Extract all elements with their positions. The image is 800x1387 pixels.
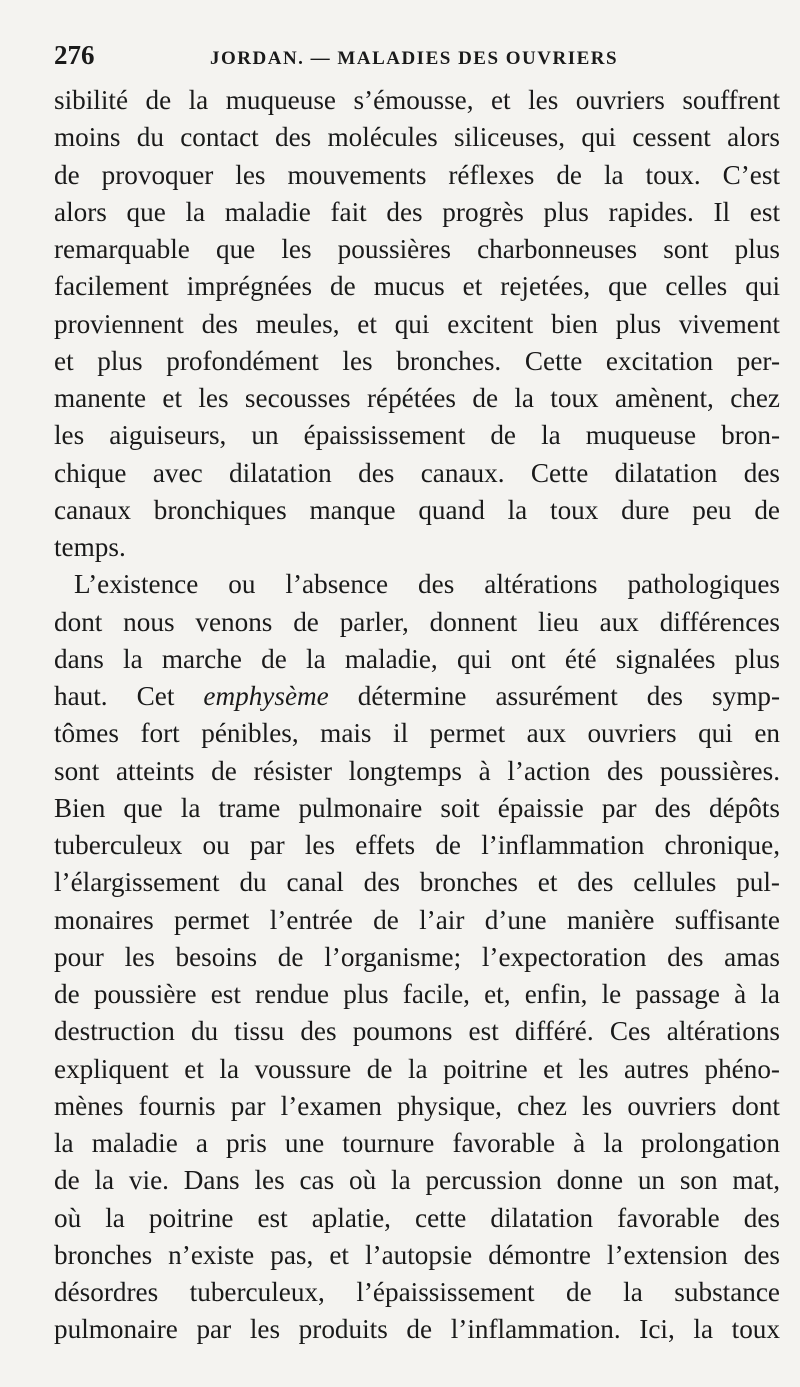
text-line: dans la marche de la maladie, qui ont été signalées plus — [54, 643, 780, 674]
text-line: proviennent des meules, et qui excitent bien plus vivement — [54, 308, 780, 339]
italic-term: emphysème — [203, 681, 329, 711]
text-segment: haut. Cet — [54, 681, 204, 711]
text-line: moins du contact des molécules siliceuses, qui cessent alors — [54, 122, 780, 153]
text-line — [54, 678, 780, 715]
text-segment: détermine assurément des symp- — [328, 681, 780, 711]
text-line: et plus profondément les bronches. Cette excitation per- — [54, 345, 780, 376]
text-line: de poussière est rendue plus facile, et, enfin, le passage à la — [54, 979, 780, 1009]
text-line: alors que la maladie fait des progrès plus rapides. Il est — [54, 196, 780, 227]
text-line: de provoquer les mouvements réflexes de la toux. C’est — [54, 159, 780, 190]
text-line: pulmonaire par les produits de l’inflammation. Ici, la toux — [54, 1314, 780, 1345]
text-line: canaux bronchiques manque quand la toux dure peu de — [54, 494, 780, 525]
text-line: L’existence ou l’absence des altérations pathologiques — [74, 569, 780, 600]
text-line: chique avec dilatation des canaux. Cette dilatation des — [54, 457, 780, 488]
text-line: les aiguiseurs, un épaississement de la muqueuse bron- — [54, 420, 780, 451]
text-line: la maladie a pris une tournure favorable à la prolongation — [54, 1128, 780, 1158]
text-line: où la poitrine est aplatie, cette dilatation favorable des — [54, 1202, 780, 1233]
text-line: Bien que la trame pulmonaire soit épaissie par des dépôts — [54, 792, 780, 823]
body-text — [54, 82, 782, 1349]
running-head: JORDAN. — MALADIES DES OUVRIERS — [210, 48, 619, 69]
text-line: l’élargissement du canal des bronches et des cellules pul- — [54, 867, 780, 898]
text-line: destruction du tissu des poumons est différé. Ces altérations — [54, 1016, 780, 1047]
text-line: remarquable que les poussières charbonneuses sont plus — [54, 234, 780, 264]
text-line: expliquent et la voussure de la poitrine et les autres phéno- — [54, 1053, 780, 1084]
text-line: manente et les secousses répétées de la toux amènent, chez — [54, 383, 780, 413]
text-line: tuberculeux ou par les effets de l’inflammation chronique, — [54, 830, 780, 860]
page-header — [54, 40, 782, 76]
text-line: bronches n’existe pas, et l’autopsie démontre l’extension des — [54, 1239, 780, 1270]
text-line: désordres tuberculeux, l’épaississement de la substance — [54, 1277, 780, 1307]
text-line: pour les besoins de l’organisme; l’expectoration des amas — [54, 941, 780, 972]
text-line: temps. — [54, 532, 126, 562]
text-line: monaires permet l’entrée de l’air d’une manière suffisante — [54, 904, 780, 935]
text-line: mènes fournis par l’examen physique, chez les ouvriers dont — [54, 1090, 780, 1121]
page-number: 276 — [54, 40, 95, 70]
text-line: sibilité de la muqueuse s’émousse, et les ouvriers souffrent — [54, 85, 780, 115]
text-line: dont nous venons de parler, donnent lieu aux différences — [54, 606, 780, 637]
text-line: de la vie. Dans les cas où la percussion donne un son mat, — [54, 1165, 780, 1196]
text-line: facilement imprégnées de mucus et rejetées, que celles qui — [54, 271, 780, 302]
text-line: tômes fort pénibles, mais il permet aux ouvriers qui en — [54, 718, 780, 749]
text-line: sont atteints de résister longtemps à l’action des poussières. — [54, 755, 780, 786]
